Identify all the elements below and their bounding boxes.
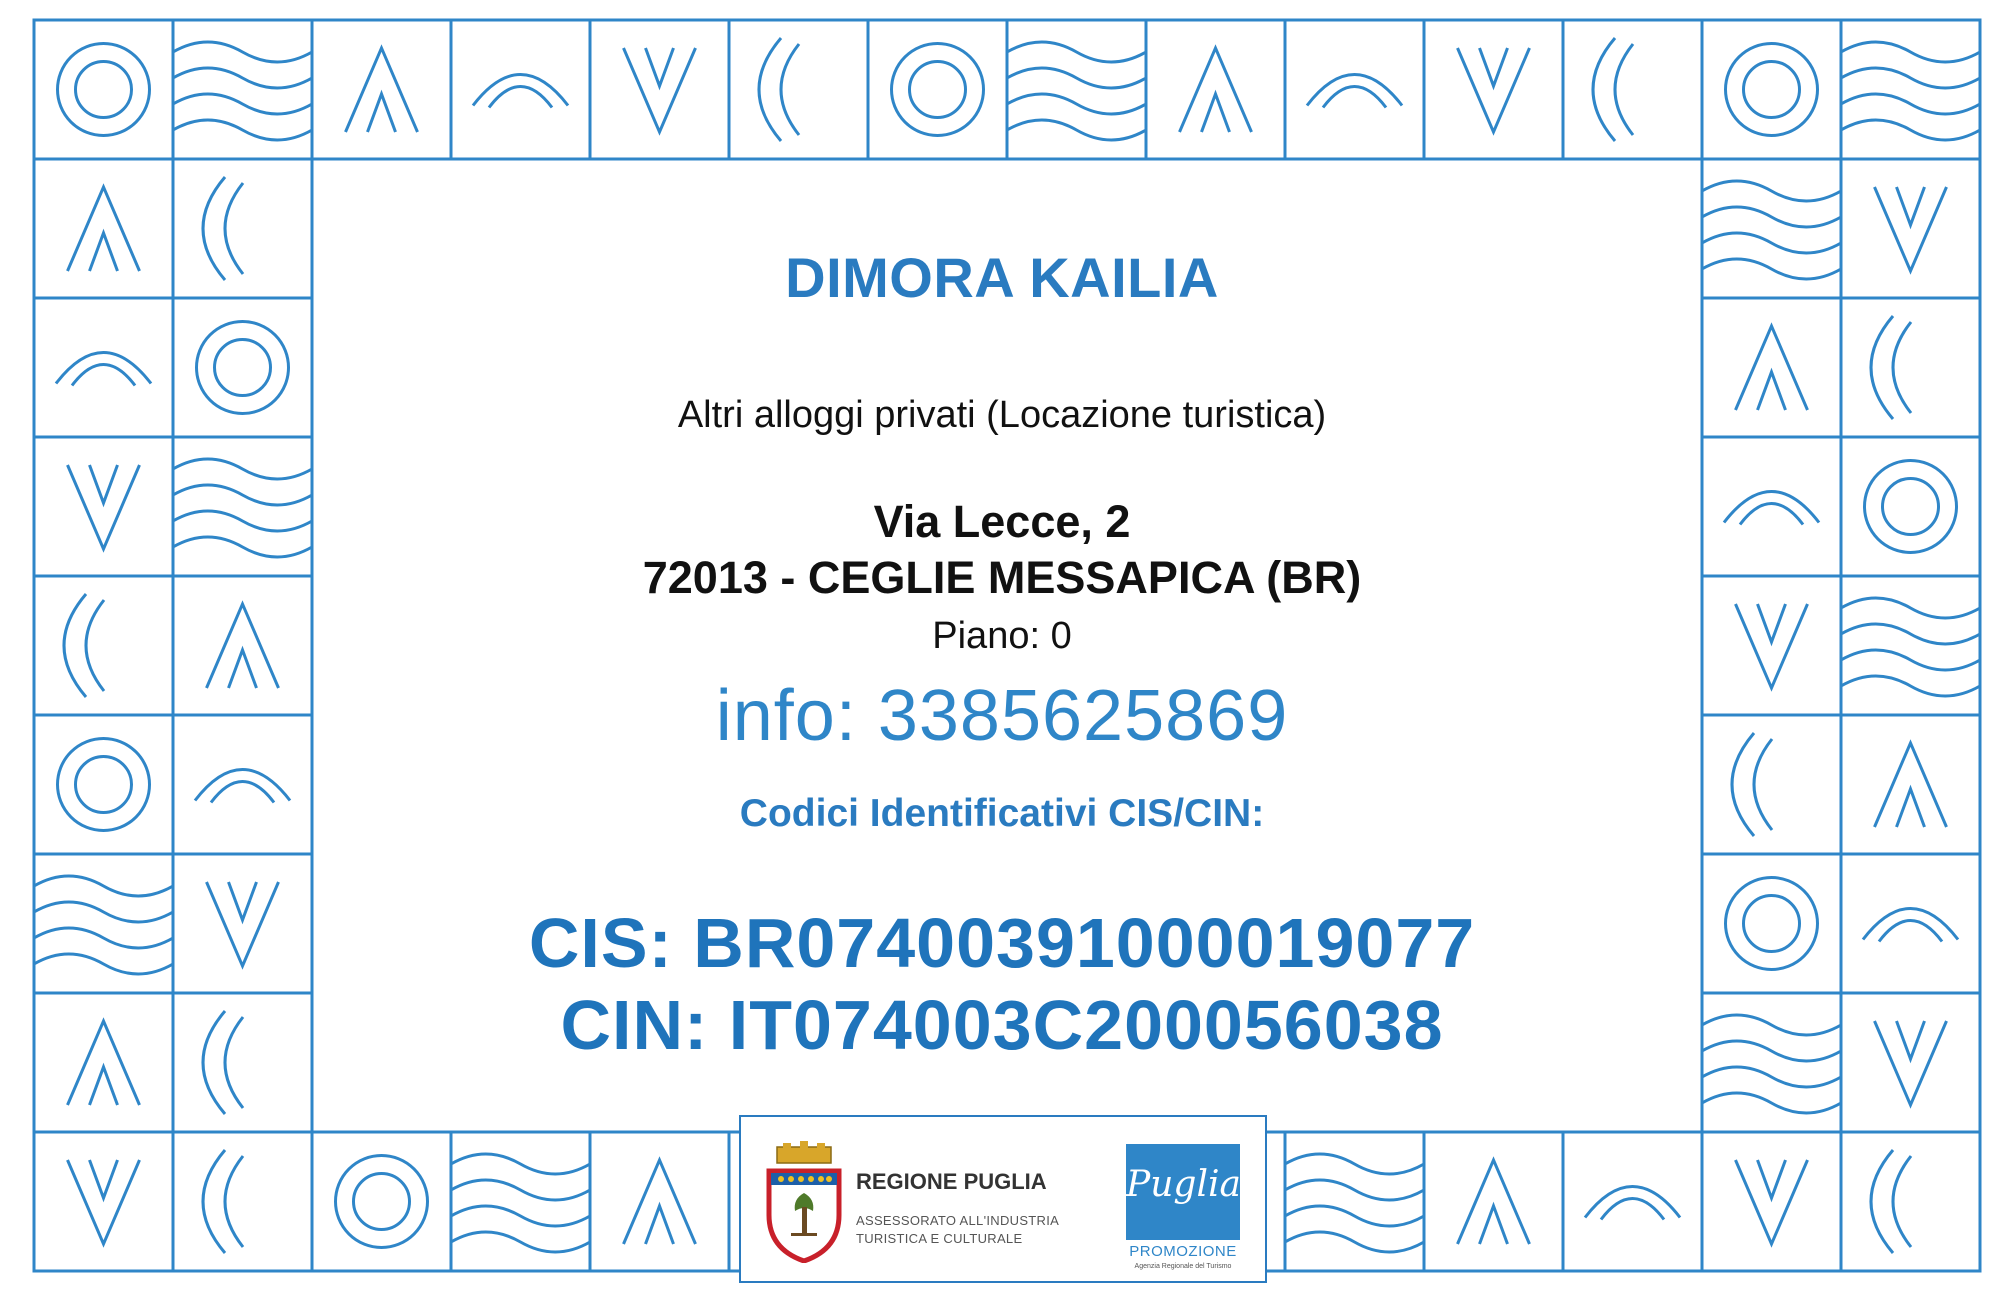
region-name: REGIONE PUGLIA	[856, 1169, 1047, 1194]
cin-code: CIN: IT074003C200056038	[560, 986, 1444, 1064]
accommodation-name: DIMORA KAILIA	[785, 246, 1219, 309]
puglia-logo-text: Puglia	[1126, 1164, 1241, 1205]
region-subtitle-line1: ASSESSORATO ALL'INDUSTRIA	[856, 1213, 1060, 1228]
address-street: Via Lecce, 2	[873, 496, 1131, 547]
info-phone: info: 3385625869	[715, 676, 1289, 756]
accommodation-category: Altri alloggi privati (Locazione turistica)	[677, 394, 1327, 436]
cis-code: CIS: BR07400391000019077	[528, 904, 1476, 982]
puglia-promozione-logo	[1126, 1144, 1240, 1240]
address-city: 72013 - CEGLIE MESSAPICA (BR)	[642, 552, 1362, 603]
agency-label: Agenzia Regionale del Turismo	[1134, 1263, 1232, 1270]
regione-puglia-crest-icon	[763, 1141, 845, 1263]
floor-info: Piano: 0	[932, 615, 1072, 657]
sponsor-logo-box	[739, 1115, 1267, 1283]
codes-label: Codici Identificativi CIS/CIN:	[739, 792, 1265, 835]
promozione-label: PROMOZIONE	[1129, 1243, 1237, 1260]
region-subtitle-line2: TURISTICA E CULTURALE	[856, 1231, 1023, 1246]
